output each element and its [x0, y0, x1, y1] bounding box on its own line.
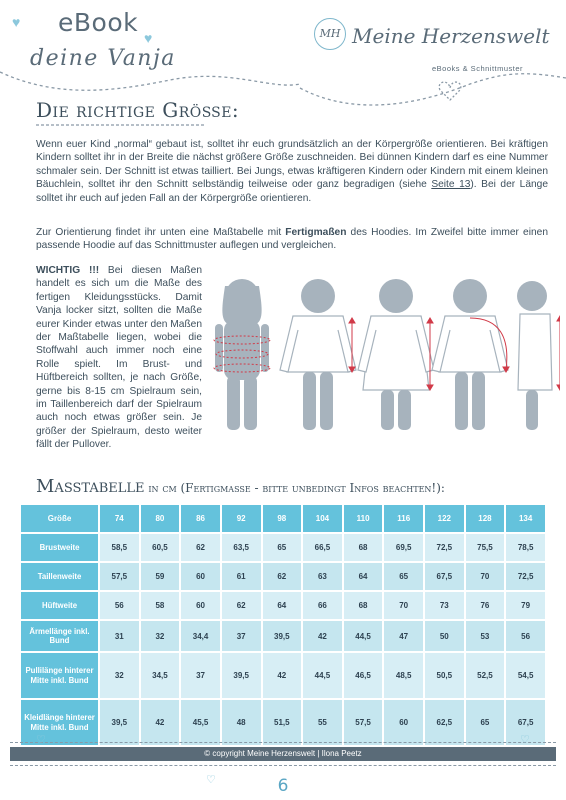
table-cell: 67,5 [425, 563, 464, 590]
table-row-label: Taillenweite [21, 563, 98, 590]
table-cell: 48,5 [384, 653, 423, 698]
table-cell: 45,5 [181, 700, 220, 745]
table-cell: 60 [384, 700, 423, 745]
important-note: WICHTIG !!! Bei diesen Maßen handelt es sich um die Maße des fertigen Kleidungsstücks. Damit Vanja locker sitzt, sollten die Maße eurer Kinder etwas unter den Maßen der Maßtabelle liegen, wobei die Stoffwahl auch immer noch eine Rolle spielt. Im Brust- und Hüftbereich sollten, je nach Größe, gerne bis 8-15 cm Spielraum sein, im Taillenbereich darf der Spielraum auch noch etwas größer sein. Je größer der Spielraum, desto weiter fällt der Pullover. [36, 265, 202, 451]
section-title: Die richtige Größe: [36, 98, 240, 122]
table-cell: 68 [344, 534, 383, 561]
table-cell: 46,5 [344, 653, 383, 698]
table-row [21, 534, 545, 561]
hoodie-back-figure [432, 279, 508, 430]
table-cell: 39,5 [222, 653, 261, 698]
table-cell: 65 [466, 700, 505, 745]
table-title: Maßtabelle in cm (Fertigmaße - bitte unbedingt Infos beachten!): [36, 476, 445, 497]
table-row-label: Pullilänge hinterer Mitte inkl. Bund [21, 653, 98, 698]
table-header-cell: 128 [466, 505, 505, 532]
table-cell: 72,5 [506, 563, 545, 590]
table-row [21, 592, 545, 619]
table-row-label: Brustweite [21, 534, 98, 561]
table-cell: 53 [466, 621, 505, 651]
table-header-cell: 104 [303, 505, 342, 532]
table-cell: 78,5 [506, 534, 545, 561]
hoodie-side-figure [517, 281, 552, 430]
table-cell: 32 [141, 621, 180, 651]
table-cell: 62 [222, 592, 261, 619]
table-cell: 62,5 [425, 700, 464, 745]
table-cell: 34,4 [181, 621, 220, 651]
table-row [21, 653, 545, 698]
table-cell: 64 [263, 592, 302, 619]
ebook-title: eBook [58, 8, 139, 37]
table-row [21, 700, 545, 745]
table-cell: 76 [466, 592, 505, 619]
table-header-cell: 110 [344, 505, 383, 532]
heart-icon: ♡ [520, 734, 530, 746]
table-cell: 50 [425, 621, 464, 651]
table-cell: 42 [141, 700, 180, 745]
table-cell: 64 [344, 563, 383, 590]
table-cell: 66 [303, 592, 342, 619]
table-cell: 66,5 [303, 534, 342, 561]
table-cell: 60,5 [141, 534, 180, 561]
table-cell: 63,5 [222, 534, 261, 561]
table-header-cell: Größe [21, 505, 98, 532]
table-cell: 67,5 [506, 700, 545, 745]
table-header-cell: 86 [181, 505, 220, 532]
table-cell: 59 [141, 563, 180, 590]
dress-front-figure [358, 279, 434, 430]
page-13-link[interactable]: Seite 13 [431, 179, 471, 191]
footer-stitch-line [10, 742, 556, 743]
table-cell: 44,5 [344, 621, 383, 651]
table-cell: 63 [303, 563, 342, 590]
orientation-paragraph: Zur Orientierung findet ihr unten eine Maßtabelle mit Fertigmaßen des Hoodies. Im Zweifel bitte immer einen passende Hoodie auf das Schnittmuster auflegen und vergleichen. [36, 227, 548, 252]
table-header-cell: 98 [263, 505, 302, 532]
table-cell: 58,5 [100, 534, 139, 561]
size-table [19, 503, 547, 747]
table-cell: 60 [181, 563, 220, 590]
table-row-label: Ärmellänge inkl. Bund [21, 621, 98, 651]
table-cell: 62 [263, 563, 302, 590]
table-header-cell: 92 [222, 505, 261, 532]
table-cell: 54,5 [506, 653, 545, 698]
table-cell: 37 [181, 653, 220, 698]
table-row [21, 621, 545, 651]
title-underline [36, 122, 206, 128]
ebook-subtitle: deine Vanja [30, 46, 176, 71]
table-cell: 79 [506, 592, 545, 619]
table-header-cell: 80 [141, 505, 180, 532]
table-cell: 75,5 [466, 534, 505, 561]
table-cell: 52,5 [466, 653, 505, 698]
brand-logo: MH [314, 18, 346, 50]
table-header-cell: 74 [100, 505, 139, 532]
table-cell: 31 [100, 621, 139, 651]
table-cell: 57,5 [100, 563, 139, 590]
table-header-cell: 122 [425, 505, 464, 532]
page-number: 6 [277, 776, 289, 796]
table-cell: 70 [466, 563, 505, 590]
table-cell: 62 [181, 534, 220, 561]
table-cell: 42 [303, 621, 342, 651]
table-header-cell: 116 [384, 505, 423, 532]
table-header-row [21, 505, 545, 532]
table-row-label: Hüftweite [21, 592, 98, 619]
table-cell: 47 [384, 621, 423, 651]
heart-icon: ♥ [12, 14, 21, 30]
footer-copyright: © copyright Meine Herzenswelt | Ilona Peetz [204, 749, 362, 758]
table-cell: 56 [506, 621, 545, 651]
table-cell: 39,5 [100, 700, 139, 745]
table-cell: 57,5 [344, 700, 383, 745]
table-cell: 44,5 [303, 653, 342, 698]
table-cell: 65 [384, 563, 423, 590]
table-cell: 37 [222, 621, 261, 651]
table-cell: 73 [425, 592, 464, 619]
table-row-label: Kleidlänge hinterer Mitte inkl. Bund [21, 700, 98, 745]
table-cell: 58 [141, 592, 180, 619]
table-cell: 32 [100, 653, 139, 698]
table-cell: 68 [344, 592, 383, 619]
table-cell: 60 [181, 592, 220, 619]
table-cell: 70 [384, 592, 423, 619]
child-silhouettes-figure [200, 278, 560, 438]
table-cell: 39,5 [263, 621, 302, 651]
table-cell: 65 [263, 534, 302, 561]
hoodie-front-figure [280, 279, 356, 430]
heart-icon: ♡ [36, 734, 46, 746]
table-cell: 69,5 [384, 534, 423, 561]
table-cell: 61 [222, 563, 261, 590]
table-cell: 56 [100, 592, 139, 619]
table-cell: 50,5 [425, 653, 464, 698]
table-cell: 72,5 [425, 534, 464, 561]
heart-icon: ♥ [144, 30, 153, 46]
table-header-cell: 134 [506, 505, 545, 532]
table-cell: 42 [263, 653, 302, 698]
brand-subtitle: eBooks & Schnittmuster [432, 64, 524, 73]
table-cell: 34,5 [141, 653, 180, 698]
intro-paragraph: Wenn euer Kind „normal“ gebaut ist, solltet ihr euch grundsätzlich an der Körpergröße orientieren. Bei kräftigen Kindern solltet ihr in der Breite die nächst größere Größe zuschneiden. Bei dünnen Kindern darf es eine Nummer schmaler sein. Der Schnitt ist etwas tailliert. Bei Jungs, etwas kräftigeren Kindern oder Kindern mit einem kleinen Bäuchlein, solltet ihr den Schnitt selbständig teilweise oder ganz begradigen (siehe Seite 13). Bei der Länge solltet ihr euch auf jeden Fall an der Körpergröße orientieren. [36, 139, 548, 204]
table-cell: 48 [222, 700, 261, 745]
child-silhouette [215, 279, 269, 430]
table-row [21, 563, 545, 590]
heart-icon: ♡ [206, 774, 216, 786]
brand-name: Meine Herzenswelt [352, 24, 550, 48]
footer-stitch-line [10, 765, 556, 766]
table-cell: 51,5 [263, 700, 302, 745]
table-cell: 55 [303, 700, 342, 745]
